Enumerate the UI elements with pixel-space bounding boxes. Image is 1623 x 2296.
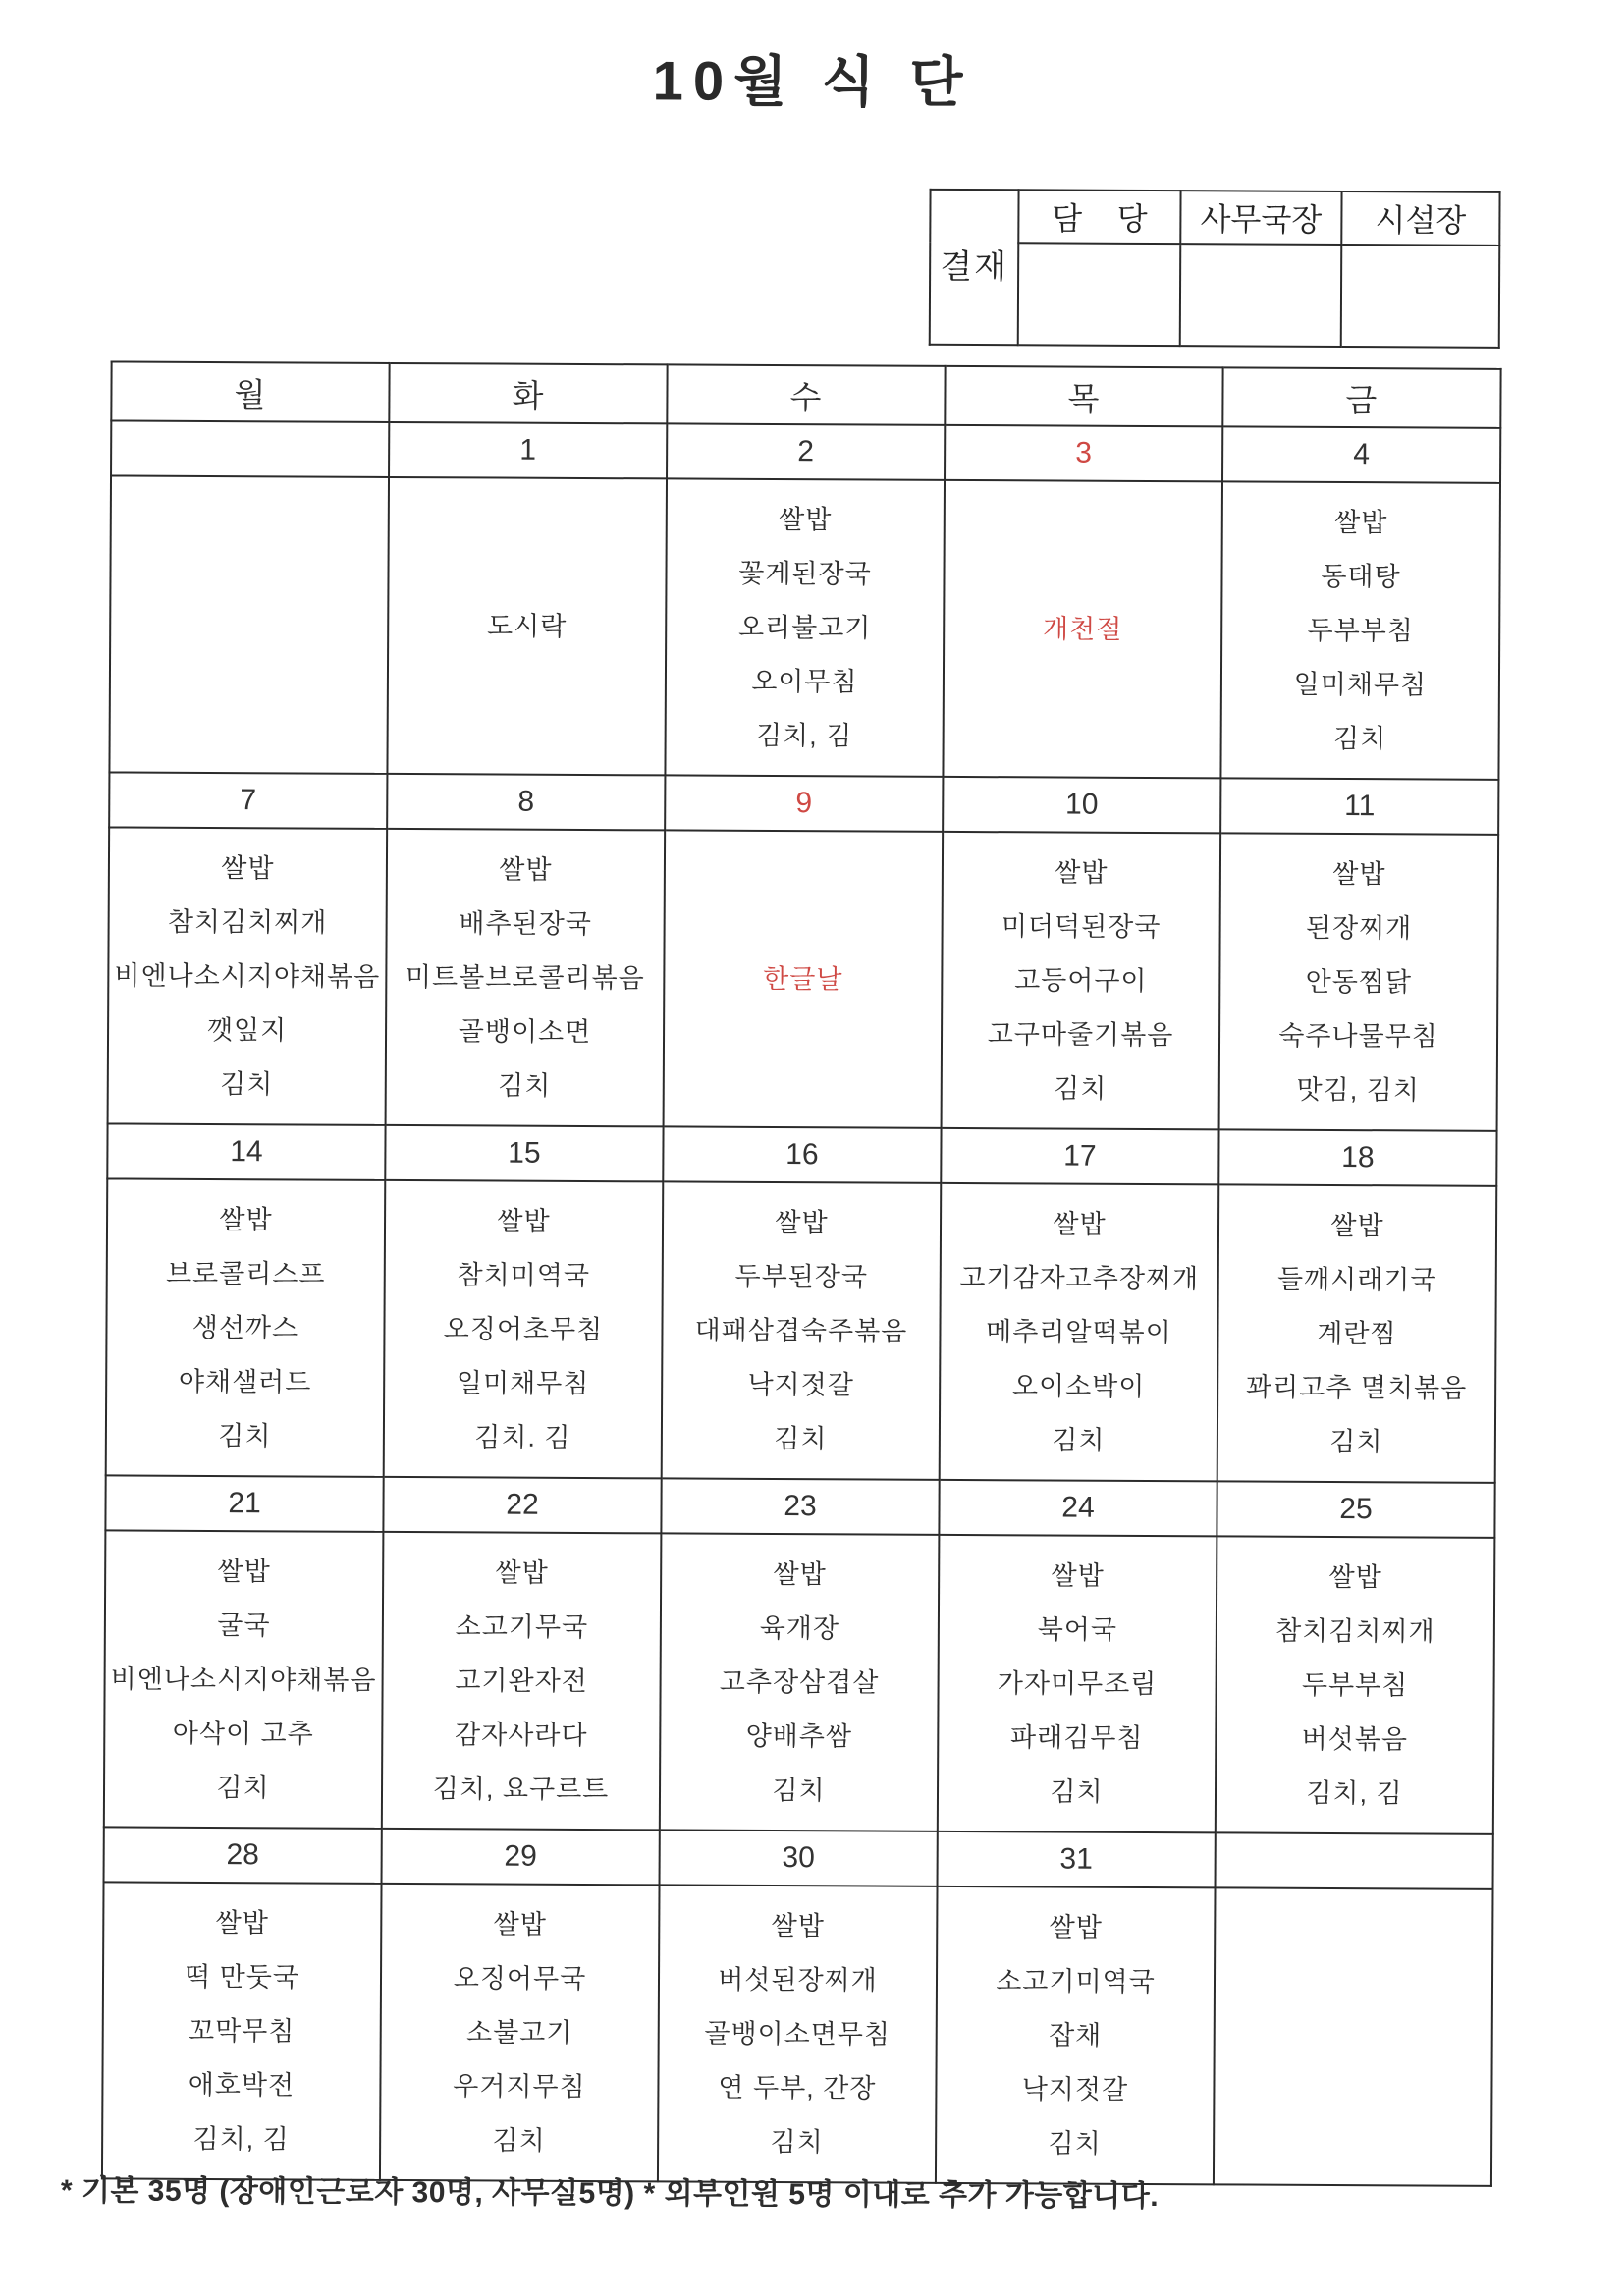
approval-col-office-manager: 사무국장 <box>1180 191 1341 245</box>
menu-line: 김치 <box>770 2126 824 2157</box>
approval-sign-cell-office-manager <box>1180 244 1342 347</box>
menu-line: 쌀밥 <box>1055 856 1109 888</box>
menu-line: 쌀밥 <box>221 852 275 883</box>
approval-col-staff: 담 당 <box>1018 190 1180 244</box>
menu-line: 쌀밥 <box>779 504 833 534</box>
menu-line: 쌀밥 <box>497 1206 551 1236</box>
day-header-cell: 금 <box>1222 367 1500 427</box>
menu-cell <box>943 480 1222 778</box>
menu-line: 일미채무침 <box>456 1367 590 1398</box>
date-cell: 8 <box>387 774 665 830</box>
menu-line: 대패삼겹숙주볶음 <box>694 1315 908 1346</box>
date-cell: 7 <box>109 772 387 828</box>
menu-line: 도시락 <box>487 610 568 641</box>
date-cell: 11 <box>1220 778 1498 834</box>
menu-cell <box>384 1180 664 1478</box>
day-header-cell: 화 <box>389 363 667 423</box>
menu-cell <box>109 475 389 773</box>
approval-sign-cell-staff <box>1018 243 1181 346</box>
menu-cell <box>665 478 945 776</box>
page-title: 10월 식 단 <box>652 49 973 114</box>
date-cell: 9 <box>665 775 943 831</box>
menu-line: 김치 <box>498 1070 552 1101</box>
menu-cell <box>387 477 667 775</box>
menu-line: 고구마줄기볶음 <box>987 1018 1174 1050</box>
menu-line: 야채샐러드 <box>178 1366 312 1397</box>
menu-cell <box>942 832 1221 1129</box>
menu-line: 깻잎지 <box>206 1014 288 1045</box>
menu-line: 애호박전 <box>188 2069 296 2100</box>
menu-line: 꽃게된장국 <box>738 558 872 589</box>
menu-line: 오이소박이 <box>1011 1370 1146 1401</box>
menu-line: 쌀밥 <box>1328 1561 1382 1592</box>
date-row <box>109 772 1498 834</box>
approval-col-facility-head: 시설장 <box>1341 191 1499 246</box>
date-cell: 29 <box>382 1829 660 1885</box>
day-header-cell: 수 <box>667 364 945 424</box>
menu-cell <box>1216 1536 1495 1833</box>
menu-cell <box>658 1885 938 2182</box>
menu-line: 김치, 김 <box>755 720 853 750</box>
day-header-cell: 목 <box>945 366 1222 426</box>
menu-line: 골뱅이소면무침 <box>704 2018 892 2050</box>
menu-line: 김치, 김 <box>192 2123 290 2154</box>
menu-line: 숙주나물무침 <box>1278 1020 1438 1052</box>
menu-line: 생선까스 <box>191 1312 299 1342</box>
date-cell: 2 <box>667 423 945 479</box>
menu-cell <box>1217 1184 1497 1482</box>
menu-line: 배추된장국 <box>459 907 592 939</box>
menu-cell <box>1220 481 1500 779</box>
menu-line: 파래김무침 <box>1010 1722 1144 1753</box>
date-cell: 10 <box>943 777 1220 833</box>
date-cell: 22 <box>383 1477 661 1533</box>
menu-cell <box>382 1532 662 1830</box>
menu-line: 김치 <box>1052 1424 1106 1455</box>
date-cell: 14 <box>107 1123 385 1179</box>
day-header-cell: 월 <box>111 361 389 421</box>
menu-line: 김치 <box>774 1423 828 1453</box>
menu-line: 굴국 <box>217 1610 271 1640</box>
menu-line: 쌀밥 <box>1051 1559 1105 1591</box>
menu-line: 잡채 <box>1049 2019 1103 2050</box>
menu-line: 안동찜닭 <box>1305 966 1413 997</box>
menu-cell <box>106 1178 386 1476</box>
menu-line: 쌀밥 <box>1332 858 1386 889</box>
menu-line: 김치 <box>1332 723 1387 753</box>
menu-line: 쌀밥 <box>493 1909 547 1940</box>
menu-line: 연 두부, 간장 <box>718 2072 877 2104</box>
date-cell: 30 <box>660 1830 938 1886</box>
menu-cell <box>1214 1887 1493 2185</box>
menu-cell <box>104 1530 384 1828</box>
menu-line: 동태탕 <box>1321 561 1401 591</box>
menu-row <box>108 827 1499 1130</box>
menu-line: 고등어구이 <box>1014 964 1148 996</box>
date-cell: 1 <box>389 422 667 478</box>
menu-cell <box>380 1884 660 2181</box>
approval-header-row <box>930 190 1499 246</box>
menu-line: 일미채무침 <box>1293 669 1428 699</box>
date-cell: 3 <box>945 425 1222 481</box>
date-cell: 16 <box>663 1126 941 1182</box>
menu-line: 북어국 <box>1037 1613 1118 1645</box>
menu-line: 골뱅이소면 <box>458 1015 592 1047</box>
date-cell: 21 <box>105 1475 383 1531</box>
menu-line: 두부된장국 <box>734 1261 869 1292</box>
menu-line: 김치 <box>1054 1072 1108 1104</box>
menu-line: 김치, 요구르트 <box>432 1773 610 1804</box>
menu-line: 김치 <box>218 1420 272 1450</box>
approval-label: 결재 <box>930 190 1019 345</box>
menu-line: 꽈리고추 멸치볶음 <box>1246 1372 1468 1403</box>
date-cell: 25 <box>1217 1481 1494 1537</box>
date-cell: 23 <box>661 1478 939 1534</box>
menu-line: 김치 <box>492 2125 546 2156</box>
menu-line: 오징어무국 <box>453 1962 587 1994</box>
menu-row <box>102 1882 1493 2185</box>
menu-line: 비엔나소시지야채볶음 <box>114 959 381 992</box>
date-cell: 4 <box>1222 426 1500 482</box>
menu-line: 쌀밥 <box>1334 507 1388 537</box>
date-cell: 18 <box>1218 1129 1496 1185</box>
menu-line: 꼬막무침 <box>188 2015 296 2046</box>
menu-line: 참치김치찌개 <box>1275 1615 1435 1647</box>
menu-cell <box>1219 833 1499 1130</box>
menu-line: 쌀밥 <box>215 1907 269 1938</box>
menu-cell <box>660 1533 940 1831</box>
menu-line: 김치 <box>1050 1776 1104 1807</box>
menu-line: 소불고기 <box>465 2016 573 2048</box>
approval-table <box>929 189 1501 349</box>
menu-line: 비엔나소시지야채볶음 <box>110 1663 377 1695</box>
menu-cell <box>938 1535 1217 1832</box>
day-header-row <box>111 361 1500 427</box>
date-cell: 31 <box>938 1831 1216 1887</box>
menu-row <box>104 1530 1495 1833</box>
menu-row <box>106 1178 1497 1482</box>
menu-line: 쌀밥 <box>1049 1911 1103 1942</box>
menu-line: 들깨시래기국 <box>1276 1264 1437 1295</box>
menu-line: 김치 <box>216 1772 270 1802</box>
menu-line: 떡 만둣국 <box>185 1961 300 1992</box>
menu-line: 쌀밥 <box>217 1556 271 1586</box>
menu-line: 아삭이 고추 <box>172 1718 314 1749</box>
menu-line: 된장찌개 <box>1305 912 1413 943</box>
date-row <box>107 1123 1496 1185</box>
menu-cell <box>108 827 388 1124</box>
menu-line: 김치 <box>220 1068 274 1099</box>
menu-line: 쌀밥 <box>1053 1208 1107 1239</box>
menu-line: 맛김, 김치 <box>1296 1074 1421 1105</box>
menu-line: 오리불고기 <box>737 612 872 643</box>
menu-line: 버섯된장찌개 <box>718 1964 878 1995</box>
menu-line: 미더덕된장국 <box>1001 910 1162 942</box>
menu-line: 미트볼브로콜리볶음 <box>405 961 645 993</box>
menu-line: 쌀밥 <box>1330 1210 1384 1240</box>
menu-line: 김치 <box>772 1775 826 1805</box>
date-cell: 17 <box>941 1128 1218 1184</box>
calendar-body <box>102 361 1501 2185</box>
menu-cell <box>940 1183 1219 1481</box>
menu-cell <box>102 1882 382 2179</box>
date-row <box>111 420 1500 482</box>
menu-line: 쌀밥 <box>499 854 553 885</box>
menu-line: 감자사라다 <box>455 1719 588 1750</box>
menu-line: 참치김치찌개 <box>167 906 328 938</box>
menu-line: 쌀밥 <box>775 1207 829 1237</box>
menu-cell <box>664 830 944 1127</box>
menu-line: 소고기무국 <box>455 1611 589 1642</box>
menu-line: 오이무침 <box>751 666 858 696</box>
footer-note: * 기본 35명 (장애인근로자 30명, 사무실5명) * 외부인원 5명 이내로 추가 가능합니다. <box>60 2174 1160 2214</box>
menu-line: 김치 <box>1329 1426 1383 1456</box>
menu-line: 낙지젓갈 <box>747 1369 854 1399</box>
menu-line: 두부부침 <box>1307 615 1414 645</box>
menu-line: 계란찜 <box>1317 1318 1397 1348</box>
menu-line: 브로콜리스프 <box>165 1258 326 1289</box>
menu-line: 가자미무조림 <box>997 1667 1158 1699</box>
menu-line: 쌀밥 <box>773 1558 827 1589</box>
date-cell <box>111 420 389 476</box>
date-cell <box>1216 1832 1493 1888</box>
menu-cell <box>386 829 666 1126</box>
menu-line: 쌀밥 <box>495 1558 549 1588</box>
menu-line: 쌀밥 <box>219 1204 273 1234</box>
menu-line: 개천절 <box>1043 613 1123 644</box>
menu-line: 육개장 <box>759 1613 840 1643</box>
menu-line: 양배추쌈 <box>745 1721 853 1751</box>
menu-line: 고기완자전 <box>455 1665 588 1696</box>
menu-cell <box>662 1181 942 1479</box>
menu-line: 김치, 김 <box>1306 1777 1403 1808</box>
menu-line: 버섯볶음 <box>1301 1723 1409 1754</box>
date-cell: 15 <box>385 1125 663 1181</box>
menu-cell <box>936 1886 1216 2184</box>
date-row <box>105 1475 1494 1537</box>
menu-line: 소고기미역국 <box>996 1965 1156 1996</box>
approval-sign-cell-facility-head <box>1341 245 1500 348</box>
date-cell: 24 <box>939 1480 1217 1536</box>
menu-line: 두부부침 <box>1301 1669 1409 1700</box>
menu-line: 김치 <box>1048 2127 1102 2159</box>
menu-line: 고기감자고추장찌개 <box>959 1262 1200 1293</box>
menu-line: 참치미역국 <box>457 1259 591 1290</box>
menu-line: 한글날 <box>763 963 843 994</box>
calendar-table <box>101 360 1502 2186</box>
menu-row <box>109 475 1500 779</box>
menu-line: 메추리알떡볶이 <box>986 1316 1172 1347</box>
menu-line: 고추장삼겹살 <box>719 1667 880 1698</box>
date-row <box>104 1827 1493 1888</box>
menu-line: 낙지젓갈 <box>1021 2073 1129 2105</box>
date-cell: 28 <box>104 1827 382 1883</box>
menu-line: 쌀밥 <box>771 1910 825 1941</box>
menu-line: 우거지무침 <box>453 2070 586 2102</box>
menu-line: 김치. 김 <box>474 1421 571 1452</box>
menu-line: 오징어초무침 <box>443 1313 604 1344</box>
